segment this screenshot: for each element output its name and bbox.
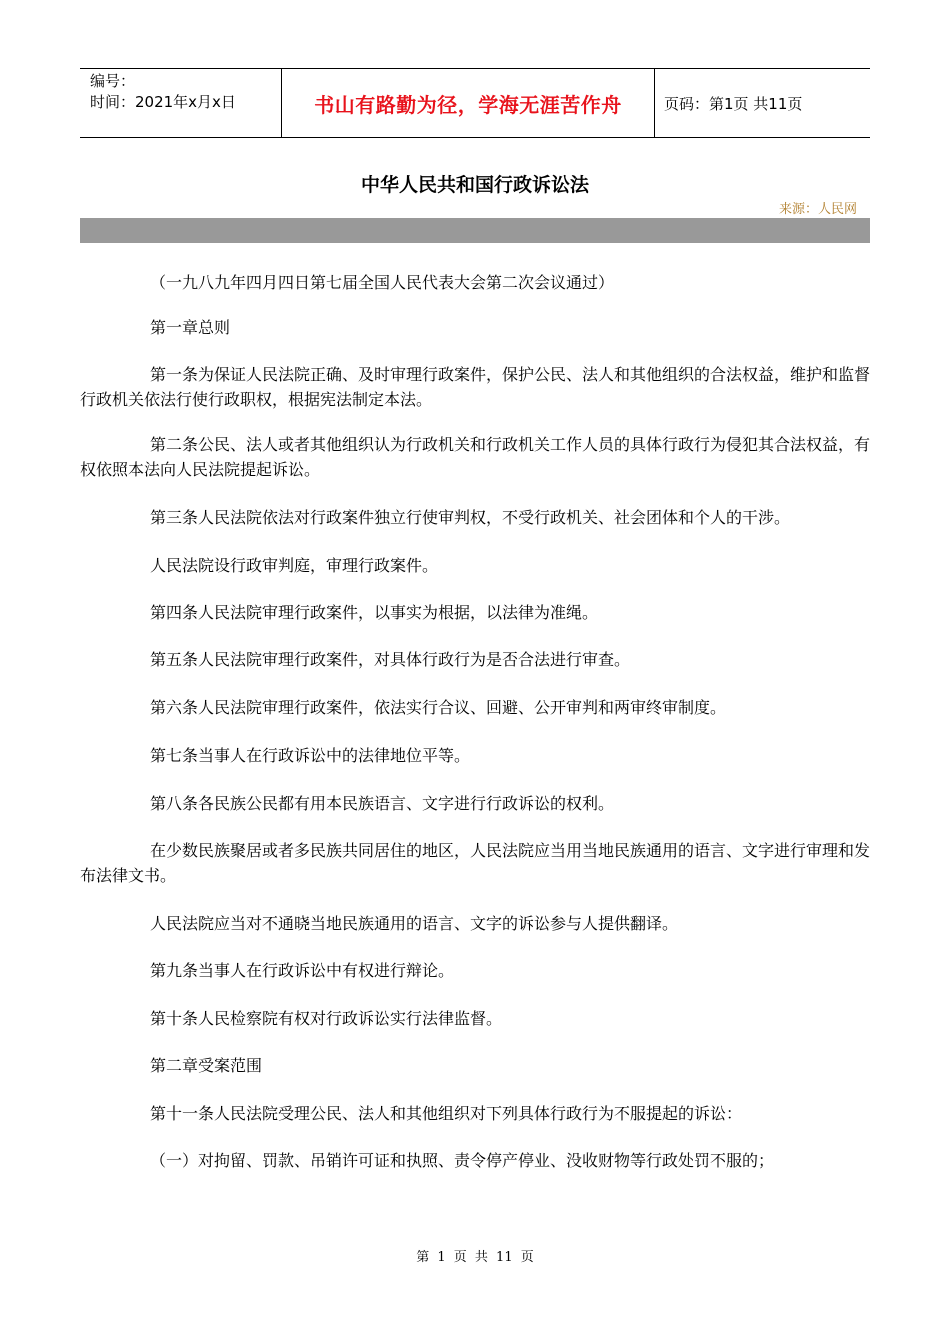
paragraph-chapter-2: 第二章受案范围 [150,1056,263,1075]
document-body [80,270,870,1173]
document-source: 来源：人民网 [778,202,857,217]
header-page-info: 页码：第1页 共11页 [664,94,803,113]
header-meta [80,69,281,137]
time-label: 时间：2021年x月x日 [90,93,236,111]
paragraph-article-3-cont: 人民法院设行政审判庭，审理行政案件。 [150,556,439,575]
paragraph-article-4: 第四条人民法院审理行政案件，以事实为根据，以法律为准绳。 [150,603,599,622]
paragraph-article-8-cont-2: 人民法院应当对不通晓当地民族通用的语言、文字的诉讼参与人提供翻译。 [150,914,679,933]
paragraph-article-5: 第五条人民法院审理行政案件，对具体行政行为是否合法进行审查。 [150,650,631,669]
paragraph-article-2: 第二条公民、法人或者其他组织认为行政机关和行政机关工作人员的具体行政行为侵犯其合法权益，有权依照本法向人民法院提起诉讼。 [80,435,871,479]
paragraph-article-8: 第八条各民族公民都有用本民族语言、文字进行行政诉讼的权利。 [150,794,615,813]
title-divider-bar [80,218,870,243]
paragraph-article-7: 第七条当事人在行政诉讼中的法律地位平等。 [150,746,471,765]
paragraph-article-1: 第一条为保证人民法院正确、及时审理行政案件，保护公民、法人和其他组织的合法权益，维护和监督行政机关依法行使行政职权，根据宪法制定本法。 [80,365,871,409]
paragraph-article-8-cont-1: 在少数民族聚居或者多民族共同居住的地区，人民法院应当用当地民族通用的语言、文字进行审理和发布法律文书。 [80,841,871,885]
paragraph-article-9: 第九条当事人在行政诉讼中有权进行辩论。 [150,961,455,980]
paragraph-preamble: （一九八九年四月四日第七届全国人民代表大会第二次会议通过） [150,273,615,292]
paragraph-article-11-item-1: （一）对拘留、罚款、吊销许可证和执照、责令停产停业、没收财物等行政处罚不服的； [150,1151,775,1170]
paragraph-article-11: 第十一条人民法院受理公民、法人和其他组织对下列具体行政行为不服提起的诉讼： [150,1104,743,1123]
paragraph-article-6: 第六条人民法院审理行政案件，依法实行合议、回避、公开审判和两审终审制度。 [150,698,727,717]
document-header [80,68,870,138]
page-footer: 第 1 页 共 11 页 [416,1250,534,1265]
header-motto: 书山有路勤为径，学海无涯苦作舟 [281,69,655,137]
paragraph-article-3: 第三条人民法院依法对行政案件独立行使审判权，不受行政机关、社会团体和个人的干涉。 [150,508,791,527]
paragraph-chapter-1: 第一章总则 [150,318,231,337]
number-label: 编号： [90,72,136,90]
paragraph-article-10: 第十条人民检察院有权对行政诉讼实行法律监督。 [150,1009,503,1028]
document-title: 中华人民共和国行政诉讼法 [360,174,589,196]
